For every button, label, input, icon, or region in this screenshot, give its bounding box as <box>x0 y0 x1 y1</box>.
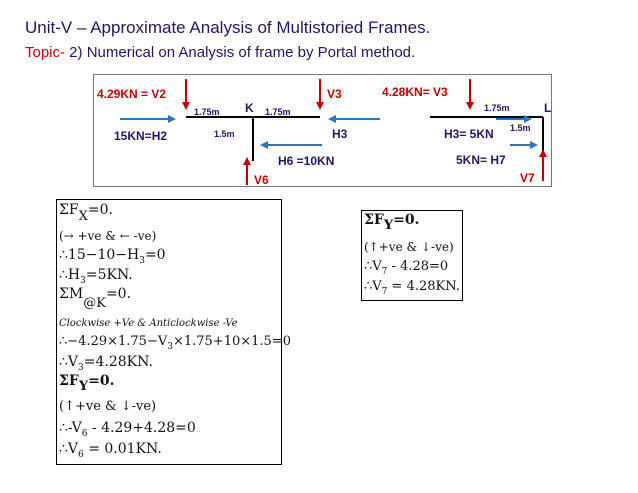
label-v6: V6 <box>254 173 269 187</box>
calc-text: ∴−4.29×1.75−V <box>59 334 168 349</box>
label-h3-left: H3 <box>332 127 348 141</box>
label-v2: 4.29KN = V2 <box>97 87 167 101</box>
calc-subscript: @K <box>83 296 106 311</box>
calc-text: =0. <box>393 212 420 228</box>
calc-line-sign-moment: Clockwise +Ve & Anticlockwise -Ve <box>59 318 238 329</box>
label-dim-1: 1.75m <box>194 107 220 117</box>
label-v3-right: 4.28KN= V3 <box>382 85 448 99</box>
calc-subscript: X <box>78 209 88 224</box>
calc-line-moment-eq <box>59 334 291 352</box>
label-l: L <box>544 101 552 115</box>
calc-text: ∴V <box>364 259 382 274</box>
calc-text: =0. <box>105 286 132 302</box>
calc-line-eq-v6 <box>59 420 196 439</box>
calc-right-sum-fy <box>364 212 420 233</box>
calc-text: ×1.75+10×1.5=0 <box>172 334 291 349</box>
calc-text: =4.28KN. <box>83 354 153 370</box>
calc-text: =0. <box>87 202 113 218</box>
calc-line-sign-x: (→ +ve & ← -ve) <box>59 229 157 243</box>
calc-line-v6-result <box>59 441 162 460</box>
calc-box-right <box>361 210 463 301</box>
label-dim-5: 1.5m <box>510 123 531 133</box>
calc-line-sum-moment <box>59 286 132 311</box>
label-v7: V7 <box>520 171 535 185</box>
calc-right-sign-y: (↑+ve & ↓-ve) <box>364 240 454 254</box>
label-h7: 5KN= H7 <box>456 153 506 167</box>
calc-subscript: 3 <box>78 363 84 373</box>
calc-text: ∴V <box>59 441 79 457</box>
topic-text: 2) Numerical on Analysis of frame by Portal method. <box>65 44 416 61</box>
topic-label: Topic- <box>25 44 66 61</box>
topic-line <box>25 44 415 61</box>
label-dim-4: 1.75m <box>484 103 510 113</box>
calc-text: =5KN. <box>85 267 133 283</box>
frame-figure <box>93 74 552 187</box>
label-v3-left: V3 <box>327 87 342 101</box>
calc-subscript: 7 <box>381 267 388 277</box>
calc-text: ΣM <box>59 286 84 302</box>
calc-text: = 4.28KN. <box>387 279 460 294</box>
label-k: K <box>245 101 254 115</box>
calc-text: = 0.01KN. <box>83 441 162 457</box>
calc-subscript: Y <box>383 218 394 233</box>
calc-subscript: 3 <box>80 276 86 286</box>
calc-text: ΣF <box>59 373 79 389</box>
calc-subscript: 6 <box>78 450 84 460</box>
calc-subscript: 3 <box>139 256 145 266</box>
calc-text: - 4.29+4.28=0 <box>87 420 196 436</box>
calc-line-h3-result <box>59 267 133 286</box>
calc-text: ∴V <box>59 354 79 370</box>
calc-text: ∴-V <box>59 420 82 436</box>
calc-subscript: Y <box>78 379 89 394</box>
calc-line-sum-fy <box>59 373 115 394</box>
calc-line-eq-h3 <box>59 247 166 266</box>
page-title: Unit-V – Approximate Analysis of Multistoried Frames. <box>25 18 431 37</box>
label-h6: H6 =10KN <box>278 154 335 168</box>
calc-text: ∴V <box>364 279 382 294</box>
calc-subscript: 7 <box>381 287 388 297</box>
calc-line-v3-result <box>59 354 153 373</box>
calc-text: ΣF <box>59 202 79 218</box>
calc-text: ∴H <box>59 267 81 283</box>
calc-text: - 4.28=0 <box>387 259 449 274</box>
calc-subscript: 3 <box>167 342 173 352</box>
calc-box-left <box>56 199 291 465</box>
calc-subscript: 6 <box>81 429 88 439</box>
calc-text: ∴15−10−H <box>59 247 140 263</box>
label-h2: 15KN=H2 <box>114 129 168 143</box>
calc-right-v7-result <box>364 279 460 297</box>
calc-text: =0. <box>88 373 115 389</box>
calc-text: ΣF <box>364 212 384 228</box>
label-dim-2: 1.75m <box>265 107 291 117</box>
calc-right-eq-v7 <box>364 259 449 277</box>
label-h3-right: H3= 5KN <box>444 127 494 141</box>
calc-line-sum-fx <box>59 202 113 224</box>
calc-line-sign-y: (↑+ve & ↓-ve) <box>59 399 157 414</box>
label-dim-3: 1.5m <box>214 129 235 139</box>
calc-text: =0 <box>144 247 166 263</box>
